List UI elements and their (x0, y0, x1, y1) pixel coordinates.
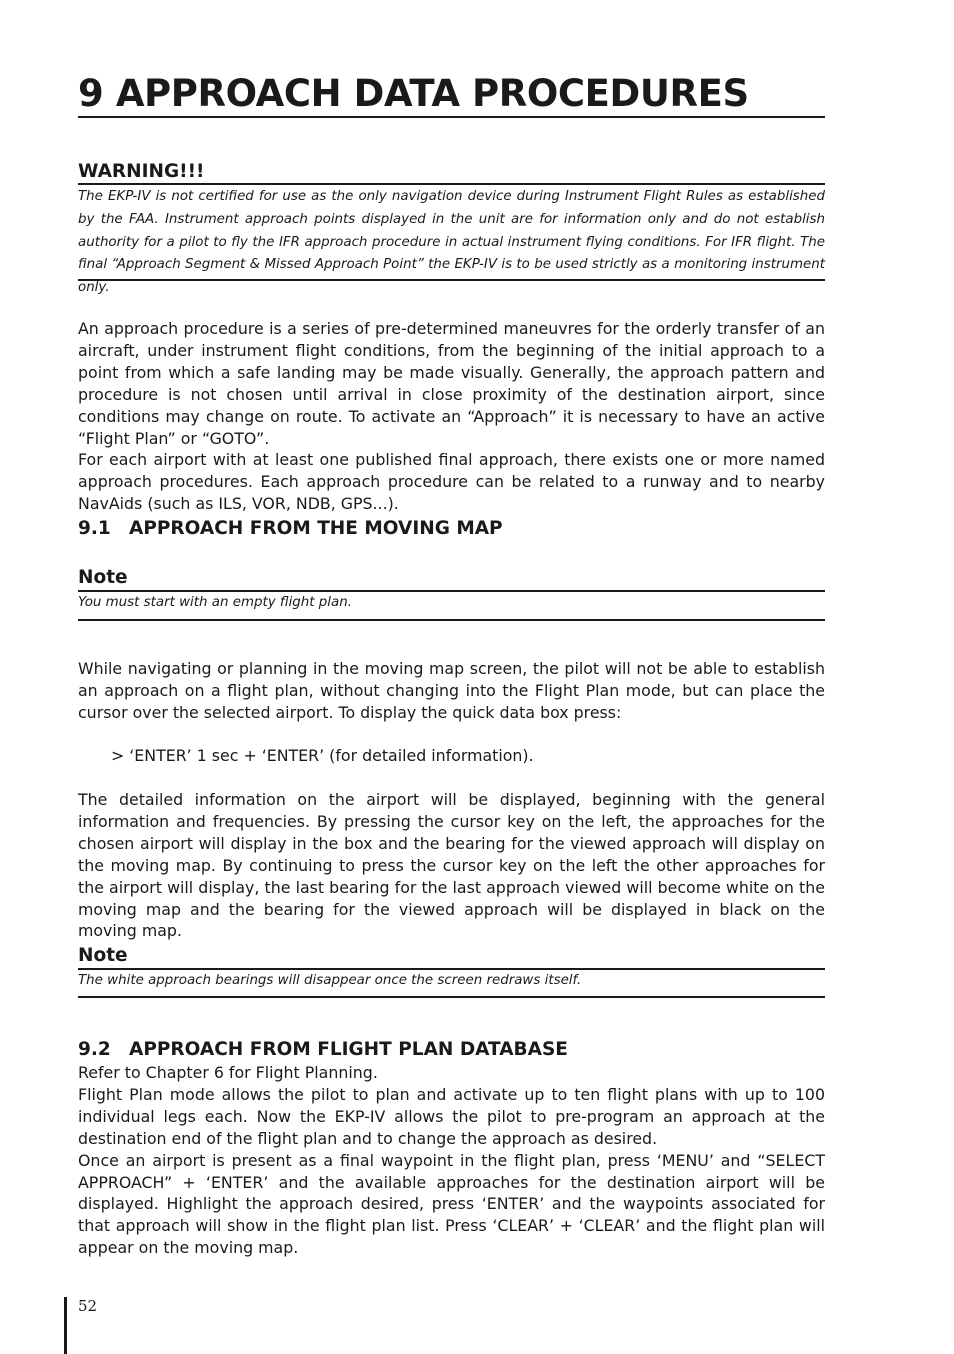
intro-text (78, 318, 825, 515)
page-number: 52 (78, 1297, 98, 1315)
warning-bottom-rule (78, 279, 825, 281)
section-number: 9.1 (78, 518, 111, 539)
flight-plan-paragraph: Once an airport is present as a final waypoint in the flight plan, press ‘MENU’ and “SELECT APPROACH” + ‘ENTER’ and the available approaches for the destination airport will be displayed. Highlight the approach desired, press ‘ENTER’ and the waypoints associated for that approach will show in the flight plan list. Press ‘CLEAR’ + ‘CLEAR’ and the flight plan will appear on the moving map. (78, 1150, 825, 1258)
moving-map-paragraph: While navigating or planning in the moving map screen, the pilot will not be able to establish an approach on a flight plan, without changing into the Flight Plan mode, but can place the cursor over the selected airport. To display the quick data box press: (78, 659, 825, 722)
detailed-info-paragraph: The detailed information on the airport will be displayed, beginning with the general information and frequencies. By pressing the cursor key on the left, the approaches for the chosen airport will display in the box and the bearing for the viewed approach will display on the moving map. By continuing to press the cursor key on the left the other approaches for the airport will display, the last bearing for the last approach viewed will become white on the moving map and the bearing for the viewed approach will be displayed in black on the moving map. (78, 790, 825, 941)
page-margin-bar (64, 1297, 67, 1354)
section-title: APPROACH FROM THE MOVING MAP (129, 518, 503, 539)
warning-text: The EKP-IV is not certified for use as the only navigation device during Instrument Flight Rules as established by the FAA. Instrument approach points displayed in the unit are for information only and do not establish authority for a pilot to fly the IFR approach procedure in actual instrument flying conditions. For IFR flight. The final “Approach Segment & Missed Approach Point” the EKP-IV is to be used strictly as a monitoring instrument only. (78, 189, 825, 296)
intro-paragraph: For each airport with at least one published final approach, there exists one or more named approach procedures. Each approach procedure can be related to a runway and to nearby NavAids (such as ILS, VOR, NDB, GPS...). (78, 450, 825, 514)
section-title: APPROACH FROM FLIGHT PLAN DATABASE (129, 1039, 568, 1060)
note-heading: Note (78, 567, 128, 588)
note-heading: Note (78, 945, 128, 966)
note-bottom-rule (78, 619, 825, 621)
warning-top-rule (78, 183, 825, 185)
note-bottom-rule (78, 996, 825, 998)
section-heading-9-2 (78, 1039, 825, 1061)
section-heading-9-1 (78, 518, 825, 540)
flight-plan-paragraph: Refer to Chapter 6 for Flight Planning. (78, 1063, 378, 1082)
chapter-title: 9 APPROACH DATA PROCEDURES (78, 72, 825, 118)
key-instruction: > ‘ENTER’ 1 sec + ‘ENTER’ (for detailed information). (111, 746, 534, 765)
section-number: 9.2 (78, 1039, 111, 1060)
warning-heading: WARNING!!! (78, 161, 205, 182)
note-text: You must start with an empty flight plan. (78, 595, 352, 610)
note-text: The white approach bearings will disappear once the screen redraws itself. (78, 973, 582, 988)
flight-plan-paragraph: Flight Plan mode allows the pilot to plan and activate up to ten flight plans with up to 100 individual legs each. Now the EKP-IV allows the pilot to pre-program an approach at the destination end of the flight plan and to change the approach as desired. (78, 1084, 825, 1148)
intro-paragraph: An approach procedure is a series of pre-determined maneuvres for the orderly transfer of an aircraft, under instrument flight conditions, from the beginning of the initial approach to a point from which a safe landing may be made visually. Generally, the approach pattern and procedure is not chosen until arrival in close proximity of the destination airport, since conditions may change on route. To activate an “Approach” it is necessary to have an active “Flight Plan” or “GOTO”. (78, 319, 825, 448)
flight-plan-text (78, 1062, 825, 1259)
